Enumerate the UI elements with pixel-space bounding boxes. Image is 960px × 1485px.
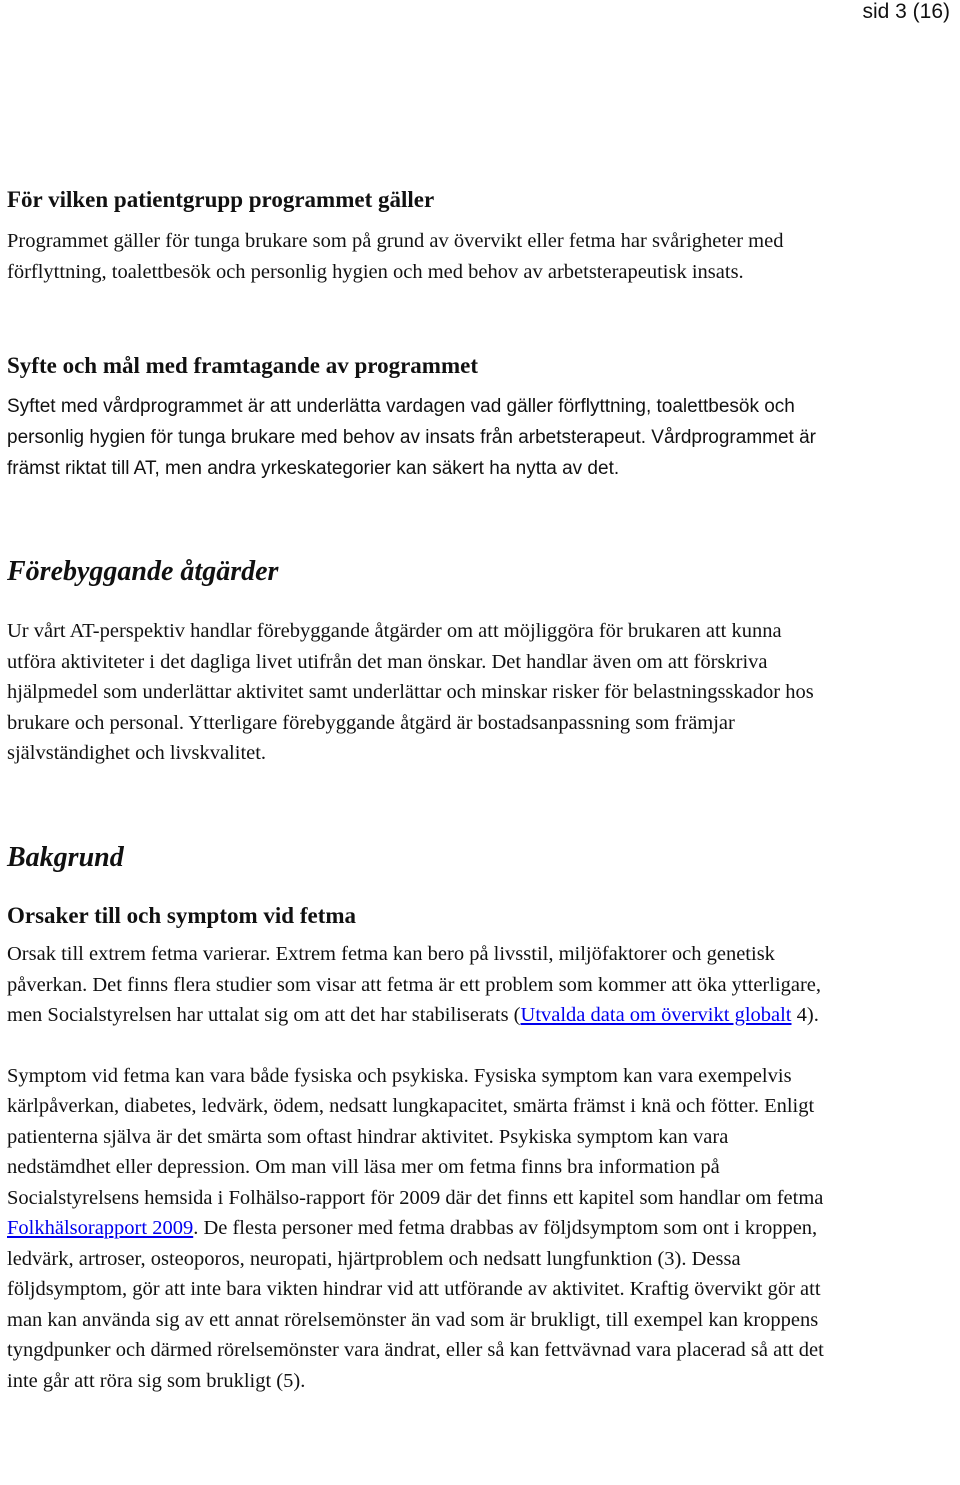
section-heading: Syfte och mål med framtagande av programmet (7, 353, 478, 378)
background-paragraph-causes (7, 939, 827, 1031)
section-paragraph: Syftet med vårdprogrammet är att underlätta vardagen vad gäller förflyttning, toalettbesök och personlig hygien för tunga brukare med behov av insats från arbetsterapeut. Vårdprogrammet är främst riktat till AT, men andra yrkeskategorier kan säkert ha nytta av det. (7, 396, 817, 479)
page-number: sid 3 (16) (862, 0, 950, 23)
background-paragraph-symptoms (7, 1061, 827, 1397)
section-heading: Bakgrund (7, 842, 124, 873)
section-paragraph: Ur vårt AT-perspektiv handlar förebyggande åtgärder om att möjliggöra för brukaren att kunna utföra aktiviteter i det dagliga livet utifrån det man önskar. Det handlar även om att förskriva hjälpmedel som underlättar aktivitet samt underlättar och minskar risker för belastningsskador hos brukare och personal. Ytterligare förebyggande åtgärd är bostadsanpassning som främjar självständighet och livskvalitet. (7, 620, 814, 764)
paragraph-text: Symptom vid fetma kan vara både fysiska och psykiska. Fysiska symptom kan vara exempelvis kärlpåverkan, diabetes, ledvärk, ödem, nedsatt lungkapacitet, smärta främst i knä och fötter. Enligt patienterna själva är det smärta som oftast hindrar aktivitet. Psykiska symptom kan vara nedstämdhet eller depression. Om man vill läsa mer om fetma finns bra information på Socialstyrelsens hemsida i Folhälso-rapport för 2009 där det finns ett kapitel som handlar om fetma (7, 1064, 824, 1209)
paragraph-text: 4). (791, 1004, 819, 1026)
paragraph-text: Orsak till extrem fetma varierar. Extrem fetma kan bero på livsstil, miljöfaktorer och genetisk påverkan. Det finns flera studier som visar att fetma är ett problem som kommer att öka ytterligare, men Socialstyrelsen har uttalat sig om att det har stabiliserats ( (7, 943, 822, 1026)
link-utvalda-data[interactable]: Utvalda data om övervikt globalt (520, 1004, 792, 1026)
section-purpose (7, 353, 827, 484)
section-heading: Förebyggande åtgärder (7, 556, 279, 587)
section-background (7, 842, 827, 1396)
section-patient-group (7, 187, 827, 287)
paragraph-text: . De flesta personer med fetma drabbas av följdsymptom som ont i kroppen, ledvärk, artroser, osteoporos, neuropati, hjärtproblem och nedsatt lungfunktion (3). Dessa följdsymptom, gör att inte bara vikten hindrar vid att utförande av aktivitet. Kraftig övervikt gör att man kan använda sig av ett annat rörelsemönster än vad som är brukligt, till exempel kan kroppens tyngdpunker och därmed rörelsemönster vara ändrat, eller så kan fettvävnad vara placerad så att det inte går att röra sig som brukligt (5). (7, 1217, 824, 1392)
section-paragraph: Programmet gäller för tunga brukare som på grund av övervikt eller fetma har svårigheter med förflyttning, toalettbesök och personlig hygien och med behov av arbetsterapeutisk insats. (7, 230, 784, 283)
section-heading: För vilken patientgrupp programmet gäller (7, 187, 435, 212)
section-subheading: Orsaker till och symptom vid fetma (7, 903, 357, 928)
link-folkhalsorapport[interactable]: Folkhälsorapport 2009 (7, 1217, 194, 1239)
section-prevention (7, 556, 827, 769)
